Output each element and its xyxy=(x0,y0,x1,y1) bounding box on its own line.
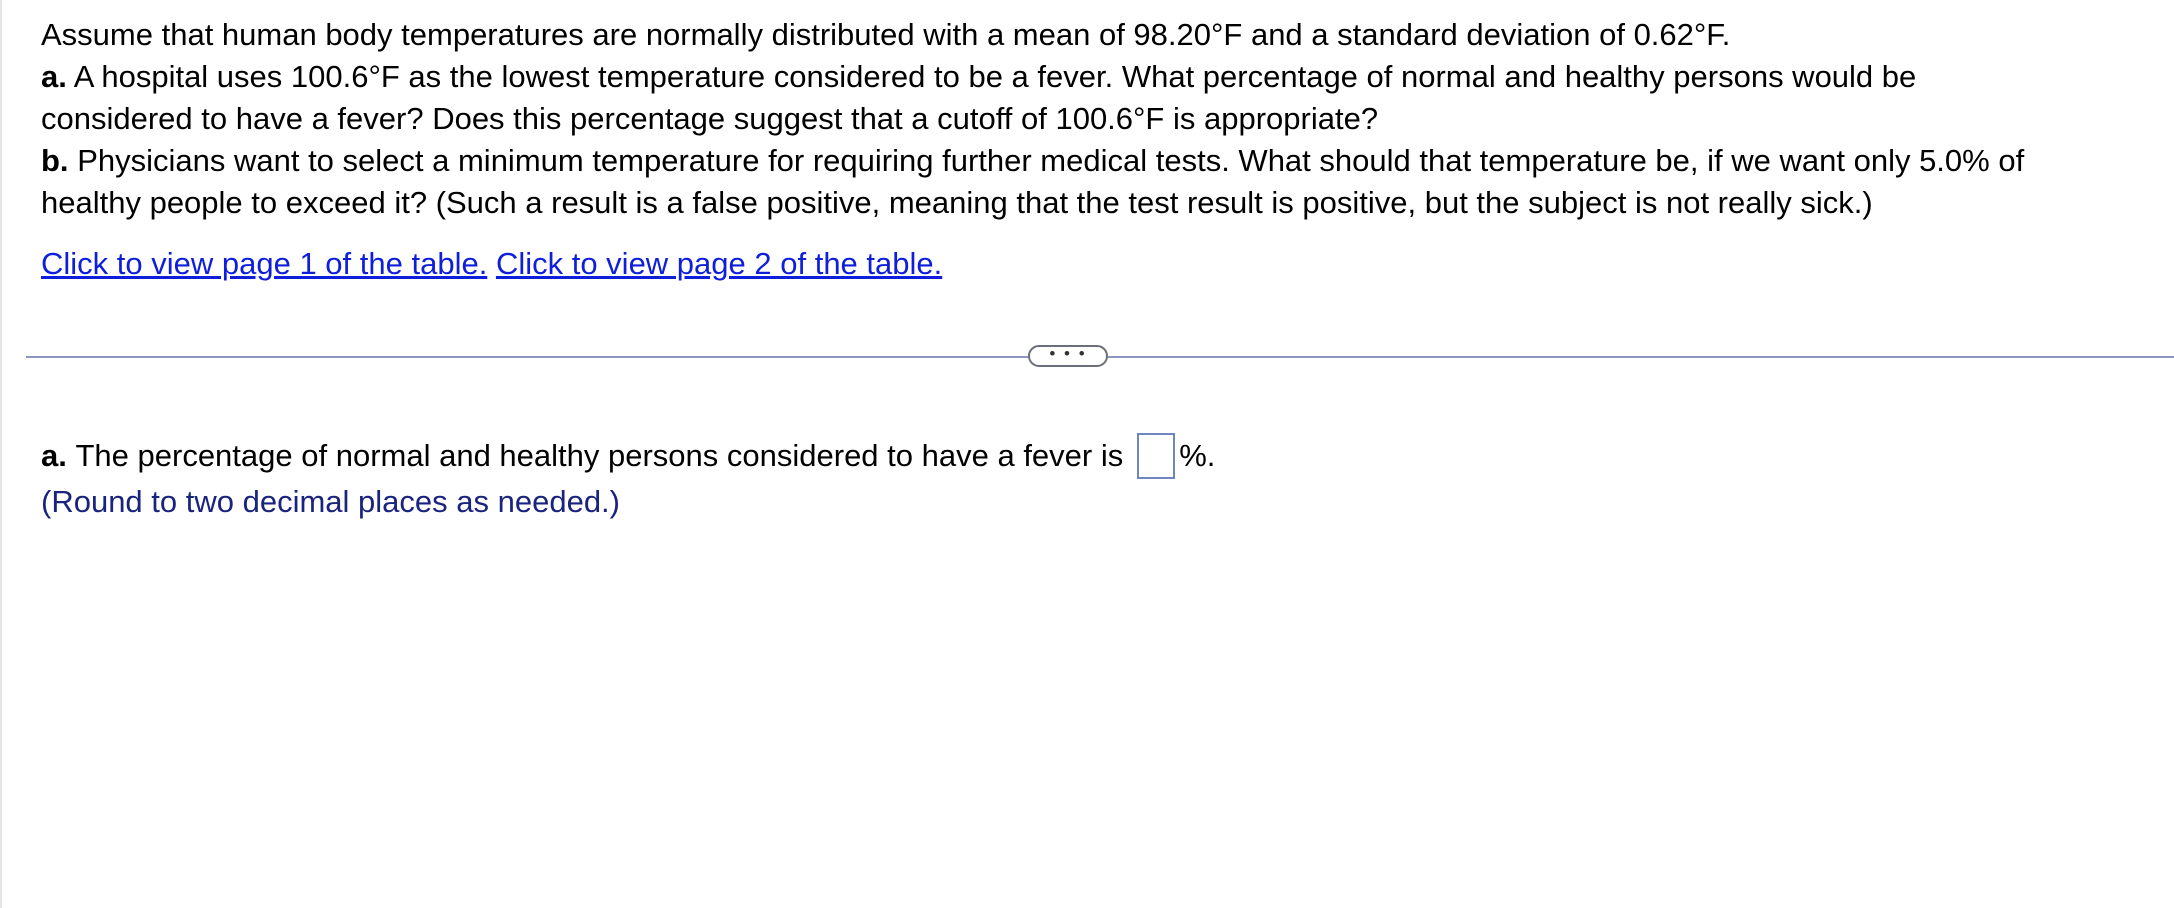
answer-part-a xyxy=(41,432,1215,480)
part-b-question-text: Physicians want to select a minimum temperature for requiring further medical tests. What should that temperature be, if we want only 5.0% of xyxy=(77,143,2025,178)
answer-input-box[interactable] xyxy=(1137,433,1175,479)
table-links xyxy=(41,244,942,284)
answer-part-a-label: a. xyxy=(41,438,67,473)
part-b-question-line-2: healthy people to exceed it? (Such a result is a false positive, meaning that the test result is positive, but the subject is not really sick.) xyxy=(41,185,1873,220)
left-border xyxy=(0,0,2,908)
expand-more-button[interactable]: • • • xyxy=(1028,345,1108,367)
part-a-question-line-1 xyxy=(41,56,2151,98)
part-a-question-text: A hospital uses 100.6°F as the lowest temperature considered to be a fever. What percentage of normal and healthy persons would be xyxy=(73,59,1917,94)
percent-unit: %. xyxy=(1179,438,1216,473)
answer-part-a-prompt: The percentage of normal and healthy persons considered to have a fever is xyxy=(75,438,1124,473)
table-page-1-link[interactable]: Click to view page 1 of the table. xyxy=(41,246,488,281)
part-a-question-line-2: considered to have a fever? Does this percentage suggest that a cutoff of 100.6°F is appropriate? xyxy=(41,101,1379,136)
rounding-hint: (Round to two decimal places as needed.) xyxy=(41,484,620,519)
question-text xyxy=(41,14,2151,224)
question-intro: Assume that human body temperatures are normally distributed with a mean of 98.20°F and a standard deviation of 0.62°F. xyxy=(41,17,1731,52)
part-b-label: b. xyxy=(41,143,69,178)
part-a-label: a. xyxy=(41,59,67,94)
table-page-2-link[interactable]: Click to view page 2 of the table. xyxy=(495,246,943,281)
part-b-question-line-1 xyxy=(41,140,2151,182)
